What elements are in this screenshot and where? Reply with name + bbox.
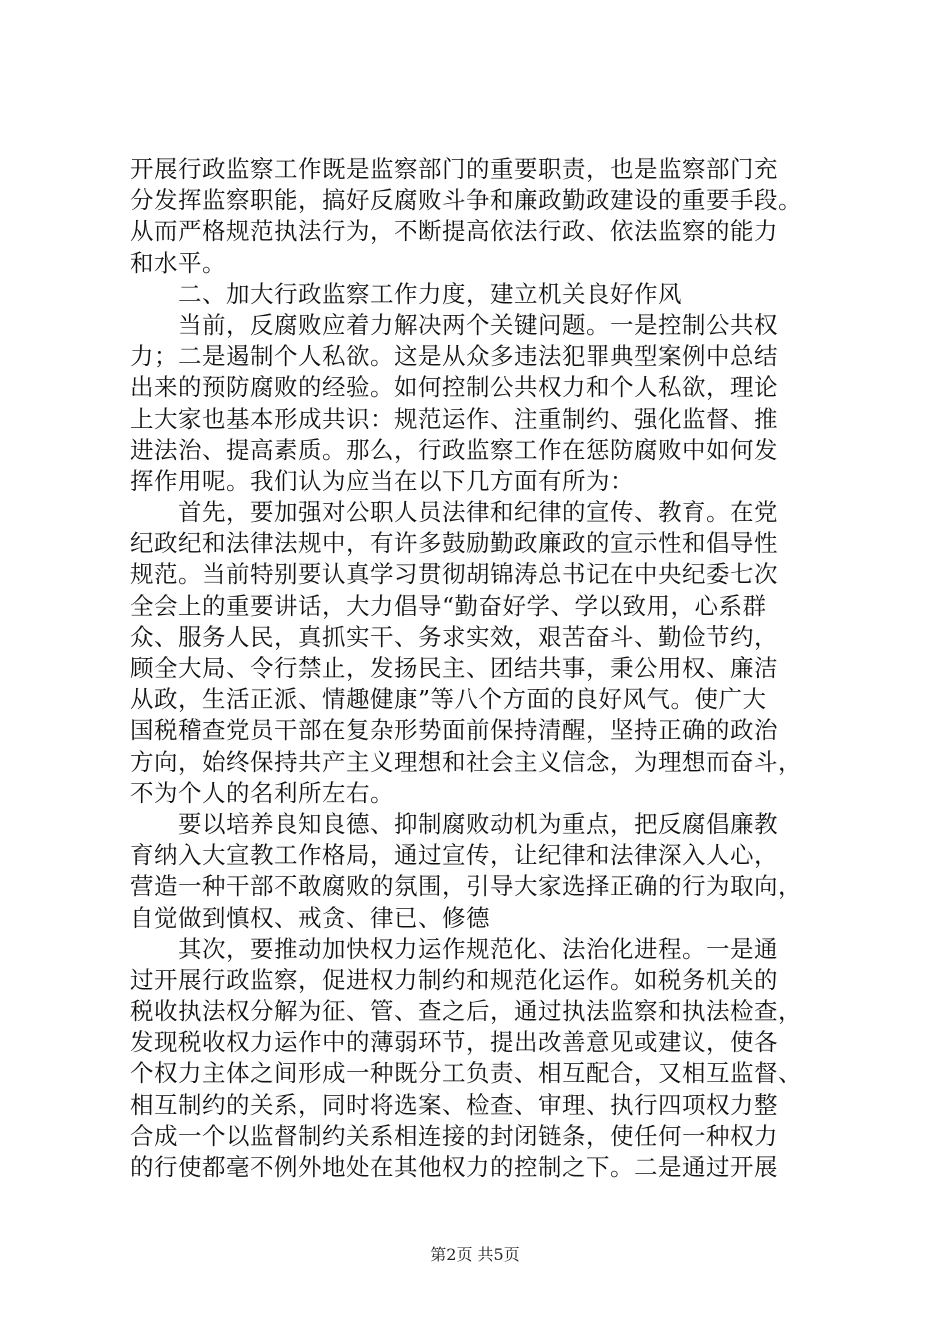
text-line: 顾全大局、令行禁止，发扬民主、团结共事，秉公用权、廉洁 (130, 654, 778, 682)
text-line: 的行使都毫不例外地处在其他权力的控制之下。二是通过开展 (130, 1153, 778, 1181)
text-line: 过开展行政监察，促进权力制约和规范化运作。如税务机关的 (130, 965, 778, 994)
text-line: 个权力主体之间形成一种既分工负责、相互配合，又相互监督、 (130, 1059, 802, 1088)
text-line: 众、服务人民，真抓实干、务求实效，艰苦奋斗、勤俭节约， (130, 622, 778, 651)
text-line: 二、加大行政监察工作力度，建立机关良好作风 (178, 279, 682, 308)
text-line: 纪政纪和法律法规中，有许多鼓励勤政廉政的宣示性和倡导性 (130, 529, 778, 558)
text-line: 发现税收权力运作中的薄弱环节，提出改善意见或建议，使各 (130, 1028, 778, 1057)
text-line: 首先，要加强对公职人员法律和纪律的宣传、教育。在党 (178, 498, 778, 527)
text-line: 从而严格规范执法行为，不断提高依法行政、依法监察的能力 (130, 217, 778, 246)
text-line: 分发挥监察职能，搞好反腐败斗争和廉政勤政建设的重要手段。 (130, 186, 802, 215)
text-line: 和水平。 (130, 248, 226, 277)
text-line: 税收执法权分解为征、管、查之后，通过执法监察和执法检查， (130, 997, 802, 1026)
text-line: 其次，要推动加快权力运作规范化、法治化进程。一是通 (178, 934, 778, 963)
text-line: 育纳入大宣教工作格局，通过宣传，让纪律和法律深入人心， (130, 841, 778, 870)
text-line: 出来的预防腐败的经验。如何控制公共权力和个人私欲，理论 (130, 373, 778, 402)
text-line: 开展行政监察工作既是监察部门的重要职责，也是监察部门充 (130, 155, 778, 183)
text-line: 营造一种干部不敢腐败的氛围，引导大家选择正确的行为取向， (130, 872, 802, 901)
text-line: 自觉做到慎权、戒贪、律已、修德 (130, 903, 490, 932)
text-line: 相互制约的关系，同时将选案、检查、审理、执行四项权力整 (130, 1090, 778, 1119)
text-line: 要以培养良知良德、抑制腐败动机为重点，把反腐倡廉教 (178, 809, 778, 838)
text-line: 方向，始终保持共产主义理想和社会主义信念，为理想而奋斗， (130, 747, 802, 776)
page-number: 第2页 共5页 (430, 1245, 520, 1264)
text-line: 挥作用呢。我们认为应当在以下几方面有所为： (130, 466, 634, 495)
text-line: 规范。当前特别要认真学习贯彻胡锦涛总书记在中央纪委七次 (130, 560, 778, 589)
text-line: 当前，反腐败应着力解决两个关键问题。一是控制公共权 (178, 310, 778, 339)
text-line: 力；二是遏制个人私欲。这是从众多违法犯罪典型案例中总结 (130, 342, 778, 371)
text-line: 上大家也基本形成共识：规范运作、注重制约、强化监督、推 (130, 404, 778, 433)
text-line: 国税稽查党员干部在复杂形势面前保持清醒，坚持正确的政治 (130, 716, 778, 745)
document-body (130, 154, 830, 1183)
page-footer (0, 1245, 950, 1265)
text-line: 合成一个以监督制约关系相连接的封闭链条，使任何一种权力 (130, 1121, 778, 1150)
text-line: 进法治、提高素质。那么，行政监察工作在惩防腐败中如何发 (130, 435, 778, 464)
text-line: 从政，生活正派、情趣健康”等八个方面的良好风气。使广大 (130, 685, 767, 714)
text-line: 不为个人的名利所左右。 (130, 778, 394, 807)
text-line: 全会上的重要讲话，大力倡导“勤奋好学、学以致用，心系群 (130, 591, 767, 620)
